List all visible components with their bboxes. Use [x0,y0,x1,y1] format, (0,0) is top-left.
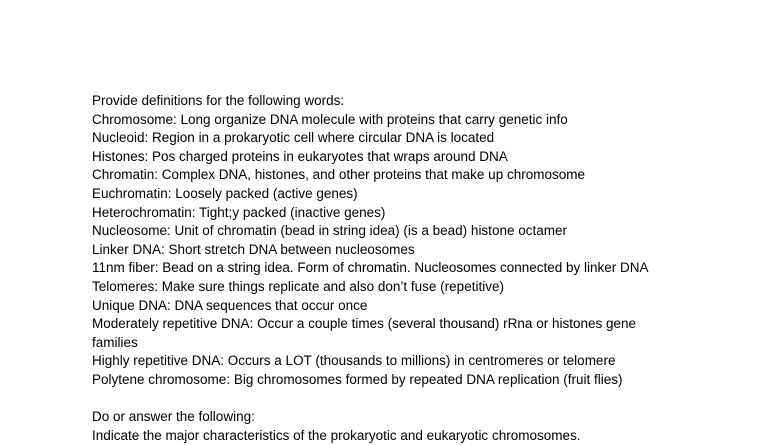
definition-moderately-repetitive-dna-cont: families [92,334,138,350]
definition-chromosome: Chromosome: Long organize DNA molecule with proteins that carry genetic info [92,111,568,127]
intro-line: Provide definitions for the following words: [92,93,345,108]
definition-telomeres: Telomeres: Make sure things replicate and also don’t fuse (repetitive) [92,278,504,294]
section2-item-1: Indicate the major characteristics of the prokaryotic and eukaryotic chromosomes. [92,427,581,443]
definition-moderately-repetitive-dna: Moderately repetitive DNA: Occur a couple times (several thousand) rRna or histones gene [92,316,637,332]
definition-linker-dna: Linker DNA: Short stretch DNA between nucleosomes [92,241,415,257]
definition-chromatin: Chromatin: Complex DNA, histones, and other proteins that make up chromosome [92,167,585,183]
document-body [92,92,692,445]
paragraph-spacer [92,390,692,409]
definition-histones: Histones: Pos charged proteins in eukaryotes that wraps around DNA [92,148,508,164]
section2-heading: Do or answer the following: [92,409,255,425]
definition-euchromatin: Euchromatin: Loosely packed (active genes) [92,185,358,201]
definition-polytene-chromosome: Polytene chromosome: Big chromosomes formed by repeated DNA replication (fruit flies) [92,371,623,387]
definition-nucleosome: Nucleosome: Unit of chromatin (bead in string idea) (is a bead) histone octamer [92,223,567,239]
definition-heterochromatin: Heterochromatin: Tight;y packed (inactive genes) [92,204,386,220]
definition-11nm-fiber: 11nm fiber: Bead on a string idea. Form of chromatin. Nucleosomes connected by linker DNA [92,260,649,276]
definition-highly-repetitive-dna: Highly repetitive DNA: Occurs a LOT (thousands to millions) in centromeres or telomere [92,353,616,369]
definition-nucleoid: Nucleoid: Region in a prokaryotic cell where circular DNA is located [92,130,495,146]
definition-unique-dna: Unique DNA: DNA sequences that occur once [92,297,368,313]
